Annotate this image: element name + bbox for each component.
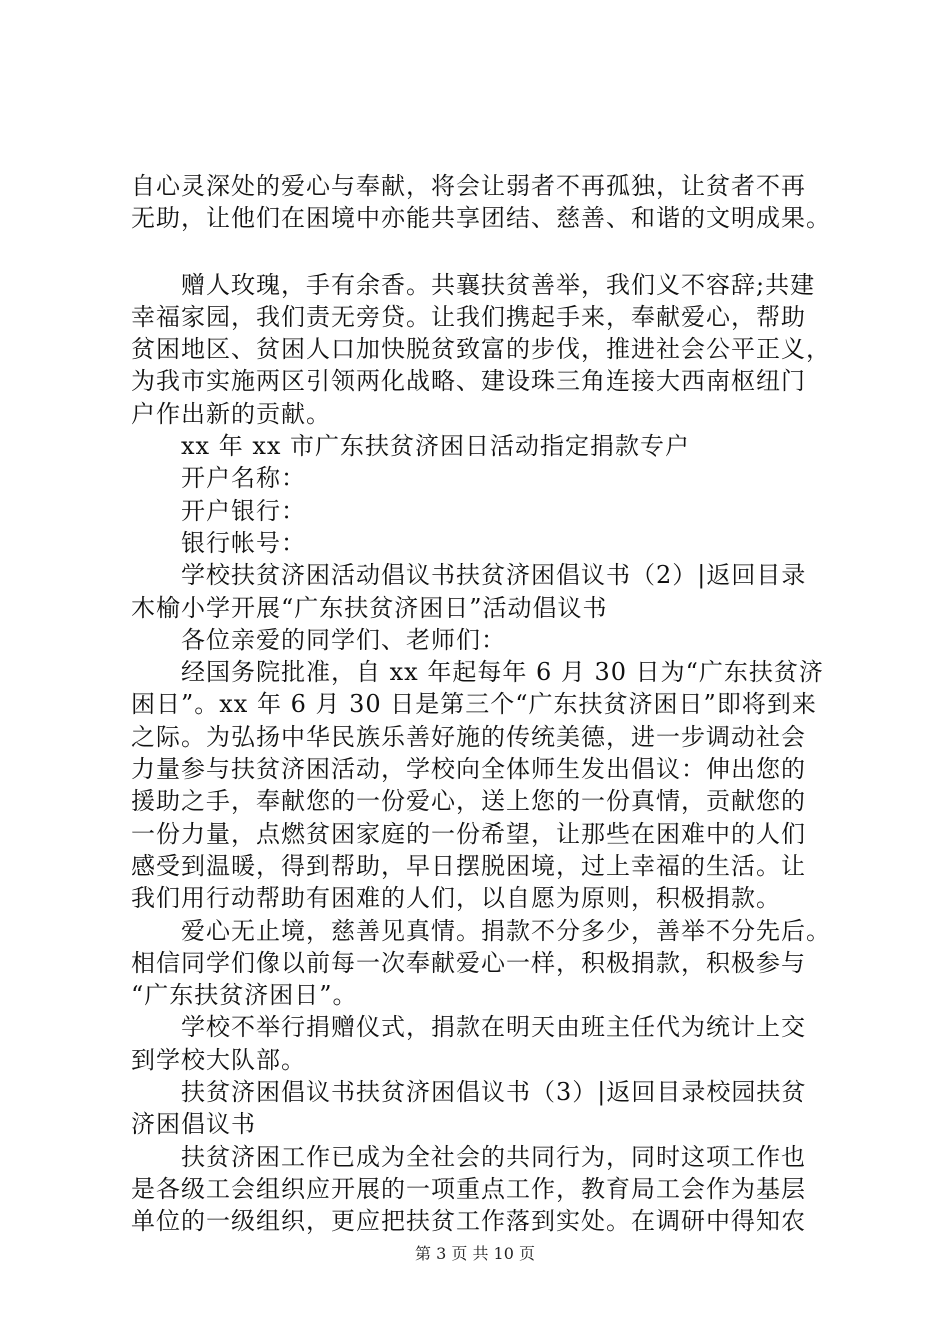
text-line: 开户名称： (131, 464, 306, 493)
text-line: 学校扶贫济困活动倡议书扶贫济困倡议书（2）|返回目录 (131, 561, 807, 590)
text-line: 扶贫济困倡议书扶贫济困倡议书（3）|返回目录校园扶贫 (131, 1078, 807, 1107)
text-line: 学校不举行捐赠仪式，捐款在明天由班主任代为统计上交 (131, 1013, 806, 1042)
text-line: 是各级工会组织应开展的一项重点工作，教育局工会作为基层 (131, 1174, 806, 1203)
text-line: 经国务院批准，自 xx 年起每年 6 月 30 日为“广东扶贫济 (131, 658, 824, 687)
text-line: 赠人玫瑰，手有余香。共襄扶贫善举，我们义不容辞;共建 (131, 270, 816, 299)
body-text (131, 170, 831, 1238)
text-line: 银行帐号： (131, 528, 306, 557)
text-line: 扶贫济困工作已成为全社会的共同行为，同时这项工作也 (131, 1142, 806, 1171)
text-line: “广东扶贫济困日”。 (131, 981, 358, 1010)
page-footer: 第 3 页 共 10 页 (415, 1244, 535, 1263)
text-line: 贫困地区、贫困人口加快脱贫致富的步伐，推进社会公平正义， (131, 335, 831, 364)
text-line: xx 年 xx 市广东扶贫济困日活动指定捐款专户 (131, 432, 691, 461)
text-line: 为我市实施两区引领两化战略、建设珠三角连接大西南枢纽门 (131, 367, 806, 396)
text-line: 木榆小学开展“广东扶贫济困日”活动倡议书 (131, 593, 608, 622)
text-line: 无助，让他们在困境中亦能共享团结、慈善、和谐的文明成果。 (131, 204, 831, 233)
text-line: 幸福家园，我们责无旁贷。让我们携起手来，奉献爱心，帮助 (131, 302, 806, 331)
text-line: 济困倡议书 (131, 1110, 256, 1139)
paragraph-gap (131, 235, 831, 269)
text-line: 自心灵深处的爱心与奉献，将会让弱者不再孤独，让贫者不再 (131, 172, 806, 200)
text-line: 一份力量，点燃贫困家庭的一份希望，让那些在困难中的人们 (131, 819, 806, 848)
text-line: 力量参与扶贫济困活动，学校向全体师生发出倡议：伸出您的 (131, 755, 806, 784)
text-line: 感受到温暖，得到帮助，早日摆脱困境，过上幸福的生活。让 (131, 851, 806, 880)
text-line: 户作出新的贡献。 (131, 399, 331, 428)
text-line: 我们用行动帮助有困难的人们，以自愿为原则，积极捐款。 (131, 884, 781, 913)
text-line: 相信同学们像以前每一次奉献爱心一样，积极捐款，积极参与 (131, 948, 806, 977)
text-line: 开户银行： (131, 496, 306, 525)
text-line: 困日”。xx 年 6 月 30 日是第三个“广东扶贫济困日”即将到来 (131, 690, 817, 719)
text-line: 各位亲爱的同学们、老师们： (131, 625, 506, 654)
text-line: 到学校大队部。 (131, 1045, 306, 1074)
text-line: 援助之手，奉献您的一份爱心，送上您的一份真情，贡献您的 (131, 787, 806, 816)
text-line: 单位的一级组织，更应把扶贫工作落到实处。在调研中得知农 (131, 1207, 806, 1236)
text-line: 爱心无止境，慈善见真情。捐款不分多少，善举不分先后。 (131, 916, 831, 945)
text-line: 之际。为弘扬中华民族乐善好施的传统美德，进一步调动社会 (131, 722, 806, 751)
